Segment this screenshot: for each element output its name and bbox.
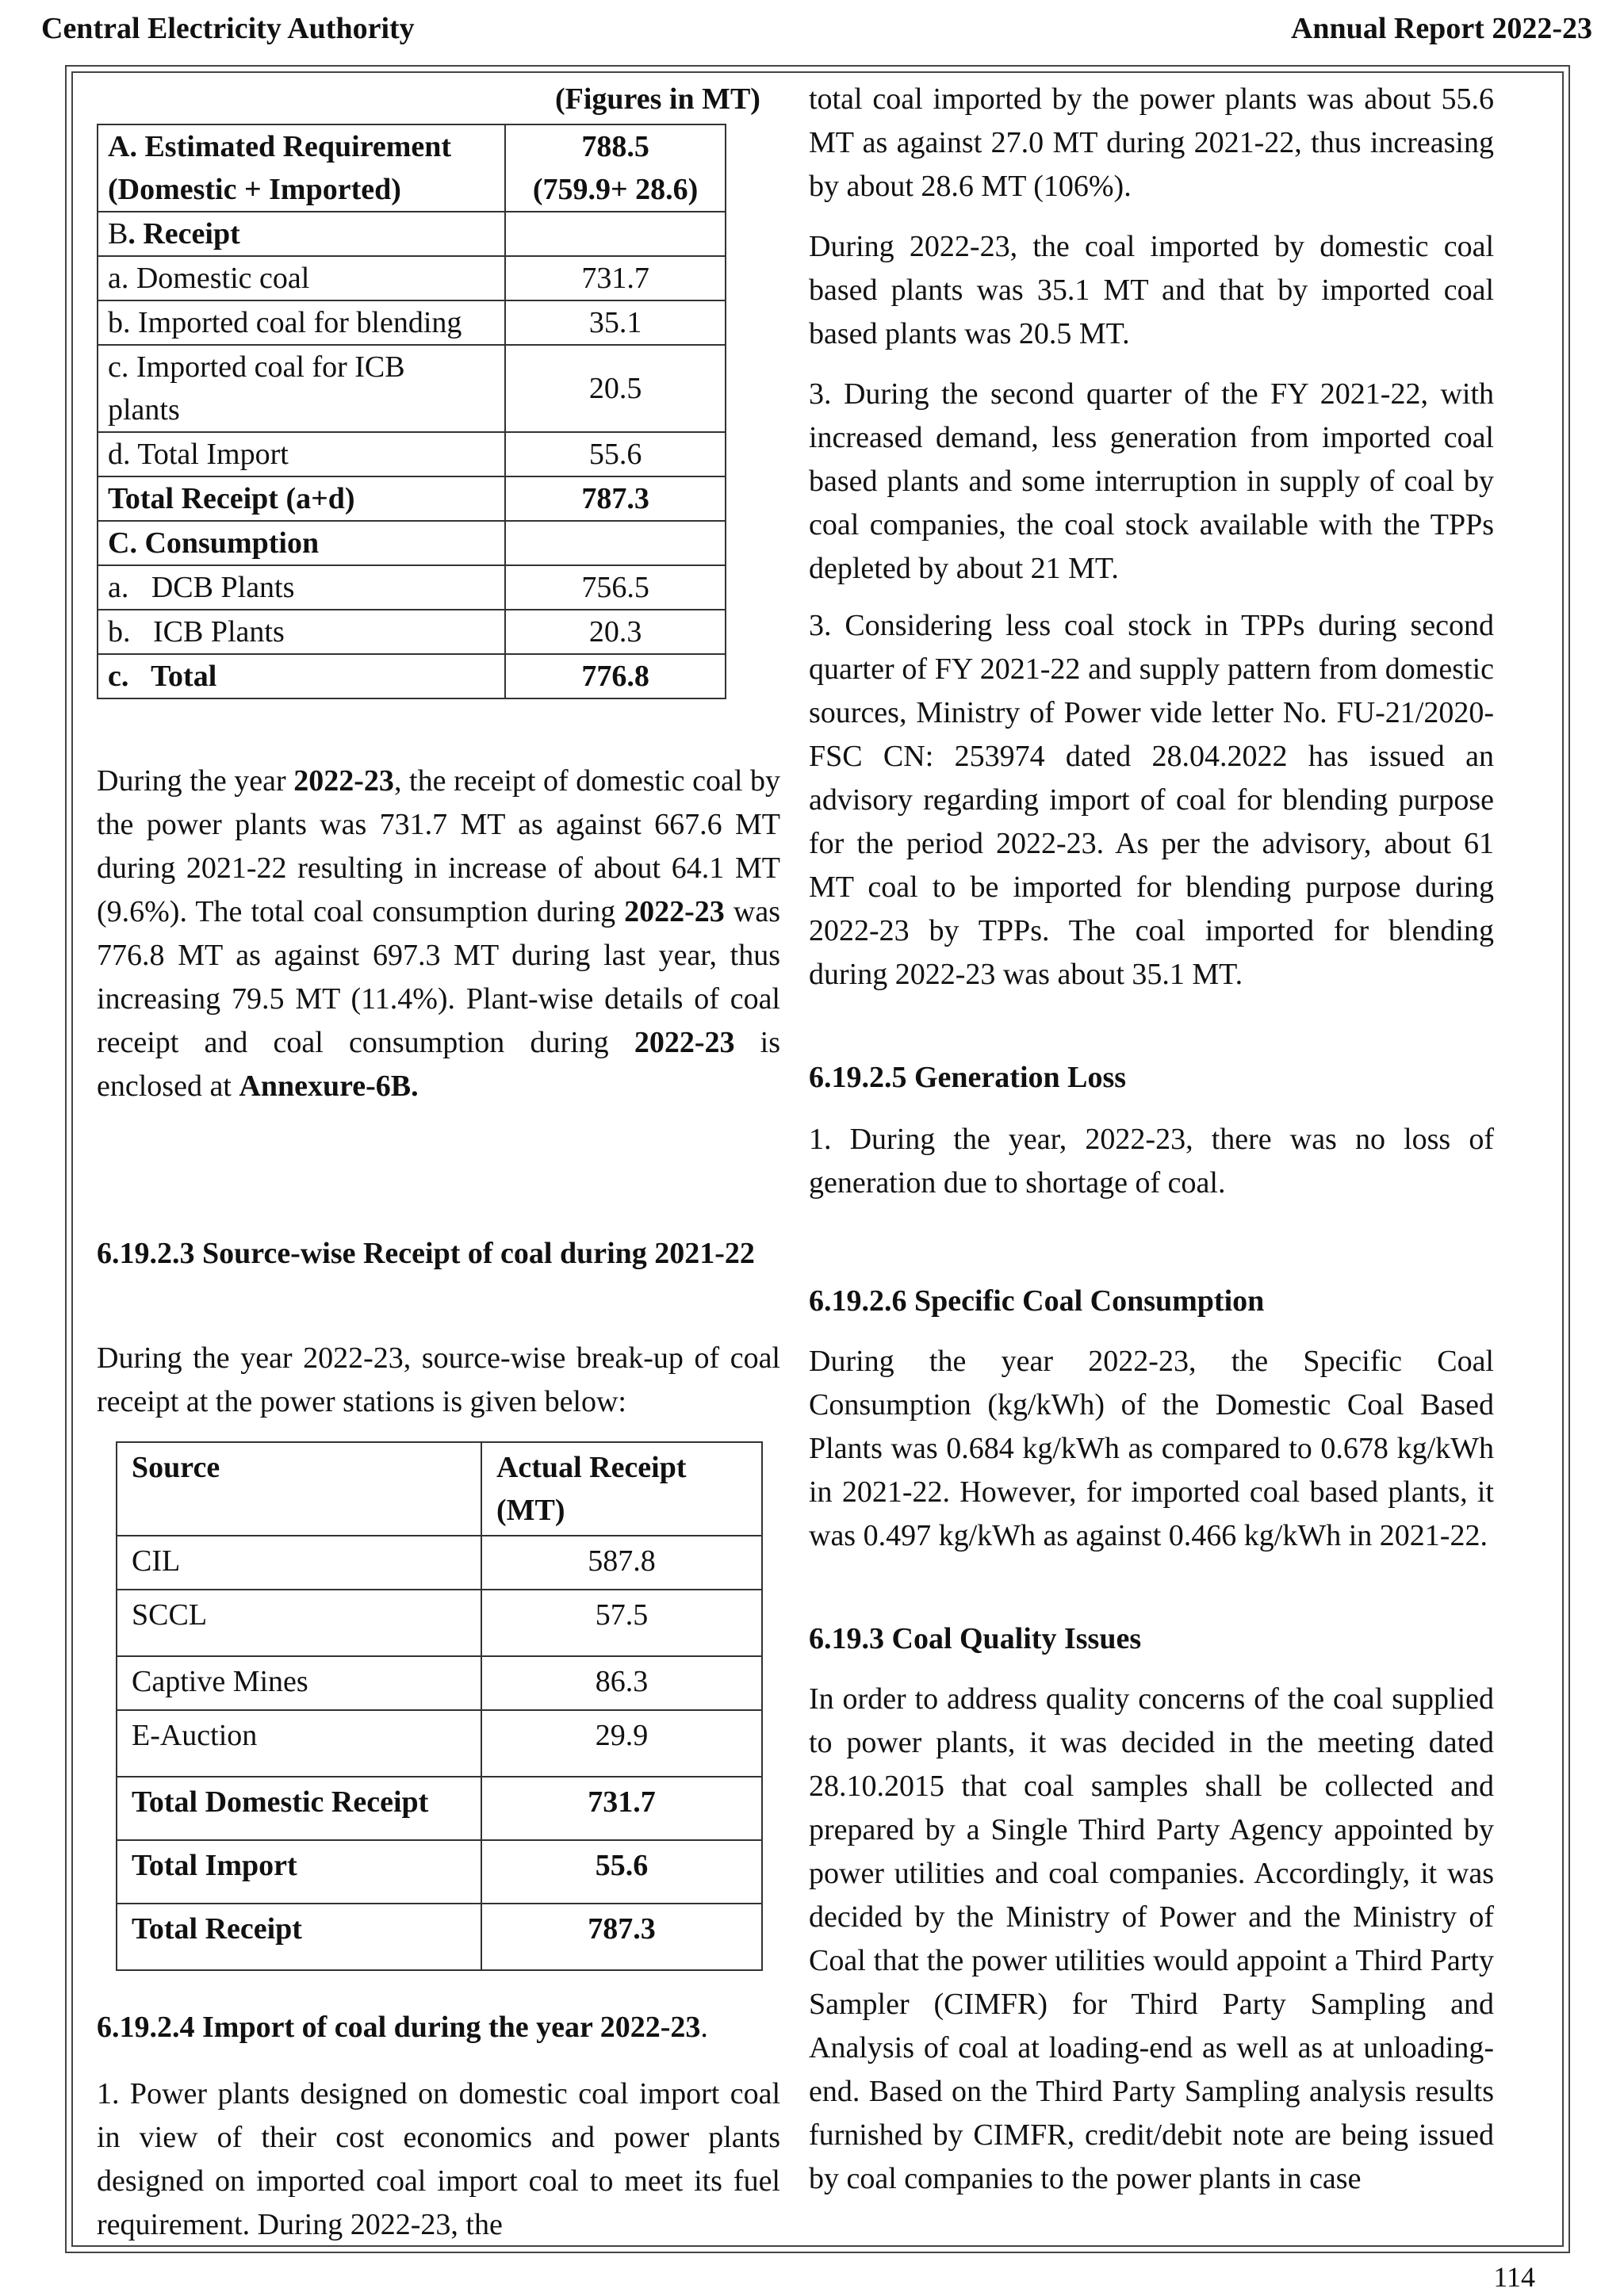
table-cell-source: CIL bbox=[117, 1536, 481, 1590]
table-cell-value bbox=[505, 212, 726, 256]
page-number: 114 bbox=[1493, 2261, 1535, 2293]
table-cell-source: E-Auction bbox=[117, 1710, 481, 1777]
section-heading-6-19-2-6: 6.19.2.6 Specific Coal Consumption bbox=[809, 1284, 1265, 1318]
generation-loss-paragraph: 1. During the year, 2022-23, there was no loss of generation due to shortage of coal. bbox=[809, 1123, 1494, 1200]
table-cell-value: 55.6 bbox=[481, 1840, 762, 1904]
table-cell-value: 787.3 bbox=[481, 1904, 762, 1970]
table-cell-value: 29.9 bbox=[481, 1710, 762, 1777]
table-cell-value: 57.5 bbox=[481, 1590, 762, 1656]
coal-summary-table bbox=[97, 124, 726, 699]
source-wise-receipt-table bbox=[116, 1441, 763, 1971]
table-cell-value: 787.3 bbox=[505, 476, 726, 521]
table-cell-label: b. ICB Plants bbox=[98, 610, 505, 654]
receipt-consumption-paragraph: During the year 2022-23, the receipt of domestic coal by the power plants was 731.7 MT as against 667.6 MT during 2021-22 resulting in increase of about 64.1 MT (9.6%). The total coal consumption during 2022-23 was 776.8 MT as against 697.3 MT during last year, thus increasing 79.5 MT (11.4%). Plant-wise details of coal receipt and coal consumption during 2022-23 is enclosed at Annexure-6B. bbox=[97, 764, 780, 1103]
header-report-title: Annual Report 2022-23 bbox=[1290, 12, 1592, 45]
table-row bbox=[117, 1536, 762, 1590]
table-cell-value: 731.7 bbox=[505, 256, 726, 300]
table-cell-label: c. Total bbox=[98, 654, 505, 698]
table-header-source: Source bbox=[117, 1442, 481, 1536]
stock-depletion-paragraph: 3. During the second quarter of the FY 2021-22, with increased demand, less generation from imported coal based plants and some interruption in supply of coal by coal companies, the coal stock available with the TPPs depleted by about 21 MT. bbox=[809, 377, 1494, 585]
table-cell-label: a. Domestic coal bbox=[98, 256, 505, 300]
table-cell-source: Total Import bbox=[117, 1840, 481, 1904]
coal-quality-paragraph: In order to address quality concerns of the coal supplied to power plants, it was decided in the meeting dated 28.10.2015 that coal samples shall be collected and prepared by a Single Third Party Agency appointed by power utilities and coal companies. Accordingly, it was decided by the Ministry of Power and the Ministry of Coal that the power utilities would appoint a Third Party Sampler (CIMFR) for Third Party Sampling and Analysis of coal at loading-end as well as at unloading-end. Based on the Third Party Sampling analysis results furnished by CIMFR, credit/debit note are being issued by coal companies to the power plants in case bbox=[809, 1682, 1494, 2195]
table-cell-value bbox=[505, 521, 726, 565]
section-heading-6-19-2-4: 6.19.2.4 Import of coal during the year 2022-23. bbox=[97, 2011, 708, 2044]
table-cell-value: 55.6 bbox=[505, 432, 726, 476]
source-wise-intro-paragraph: During the year 2022-23, source-wise break-up of coal receipt at the power stations is given below: bbox=[97, 1341, 780, 1418]
table-cell-value: 587.8 bbox=[481, 1536, 762, 1590]
table-row bbox=[98, 654, 726, 698]
table-row bbox=[117, 1590, 762, 1656]
table-row bbox=[117, 1904, 762, 1970]
table-cell-label: Total Receipt (a+d) bbox=[98, 476, 505, 521]
table-row bbox=[98, 565, 726, 610]
import-by-plant-type-paragraph: During 2022-23, the coal imported by domestic coal based plants was 35.1 MT and that by imported coal based plants was 20.5 MT. bbox=[809, 230, 1494, 350]
table-cell-value: 20.3 bbox=[505, 610, 726, 654]
table-cell-source: Captive Mines bbox=[117, 1656, 481, 1710]
table-row bbox=[98, 610, 726, 654]
table-cell-label: a. DCB Plants bbox=[98, 565, 505, 610]
table-row bbox=[98, 345, 726, 432]
table-cell-label: c. Imported coal for ICB plants bbox=[98, 345, 505, 432]
table-row bbox=[98, 300, 726, 345]
table-row bbox=[98, 476, 726, 521]
table-cell-value: 731.7 bbox=[481, 1777, 762, 1840]
table-cell-source: Total Domestic Receipt bbox=[117, 1777, 481, 1840]
table-cell-label: B. Receipt bbox=[98, 212, 505, 256]
table-cell-value: 86.3 bbox=[481, 1656, 762, 1710]
header-org: Central Electricity Authority bbox=[41, 12, 415, 45]
table-header-receipt: Actual Receipt (MT) bbox=[481, 1442, 762, 1536]
section-heading-6-19-2-5: 6.19.2.5 Generation Loss bbox=[809, 1061, 1127, 1094]
figures-unit-note: (Figures in MT) bbox=[555, 82, 760, 116]
table-cell-value: 20.5 bbox=[505, 345, 726, 432]
table-cell-label: A. Estimated Requirement (Domestic + Imported) bbox=[98, 124, 505, 212]
import-paragraph: 1. Power plants designed on domestic coal import coal in view of their cost economics and power plants designed on imported coal import coal to meet its fuel requirement. During 2022-23, the bbox=[97, 2077, 780, 2241]
table-cell-value: 788.5 (759.9+ 28.6) bbox=[505, 124, 726, 212]
table-cell-value: 35.1 bbox=[505, 300, 726, 345]
table-row bbox=[117, 1840, 762, 1904]
table-row bbox=[117, 1710, 762, 1777]
section-heading-6-19-2-3: 6.19.2.3 Source-wise Receipt of coal during 2021-22 bbox=[97, 1237, 755, 1270]
table-cell-label: C. Consumption bbox=[98, 521, 505, 565]
blending-advisory-paragraph: 3. Considering less coal stock in TPPs during second quarter of FY 2021-22 and supply pattern from domestic sources, Ministry of Power vide letter No. FU-21/2020-FSC CN: 253974 dated 28.04.2022 has issued an advisory regarding import of coal for blending purpose for the period 2022-23. As per the advisory, about 61 MT coal to be imported for blending purpose during 2022-23 by TPPs. The coal imported for blending during 2022-23 was about 35.1 MT. bbox=[809, 609, 1494, 991]
table-row bbox=[98, 256, 726, 300]
table-row bbox=[98, 212, 726, 256]
table-cell-value: 756.5 bbox=[505, 565, 726, 610]
table-cell-value: 776.8 bbox=[505, 654, 726, 698]
table-row bbox=[117, 1777, 762, 1840]
table-cell-label: d. Total Import bbox=[98, 432, 505, 476]
table-cell-source: SCCL bbox=[117, 1590, 481, 1656]
table-header-row bbox=[117, 1442, 762, 1536]
table-cell-source: Total Receipt bbox=[117, 1904, 481, 1970]
table-row bbox=[98, 521, 726, 565]
table-row bbox=[117, 1656, 762, 1710]
table-row bbox=[98, 432, 726, 476]
table-row bbox=[98, 124, 726, 212]
section-heading-6-19-3: 6.19.3 Coal Quality Issues bbox=[809, 1622, 1142, 1655]
table-cell-label: b. Imported coal for blending bbox=[98, 300, 505, 345]
specific-consumption-paragraph: During the year 2022-23, the Specific Coal Consumption (kg/kWh) of the Domestic Coal Based Plants was 0.684 kg/kWh as compared to 0.678 kg/kWh in 2021-22. However, for imported coal based plants, it was 0.497 kg/kWh as against 0.466 kg/kWh in 2021-22. bbox=[809, 1345, 1494, 1552]
import-total-paragraph: total coal imported by the power plants was about 55.6 MT as against 27.0 MT during 2021-22, thus increasing by about 28.6 MT (106%). bbox=[809, 82, 1494, 203]
